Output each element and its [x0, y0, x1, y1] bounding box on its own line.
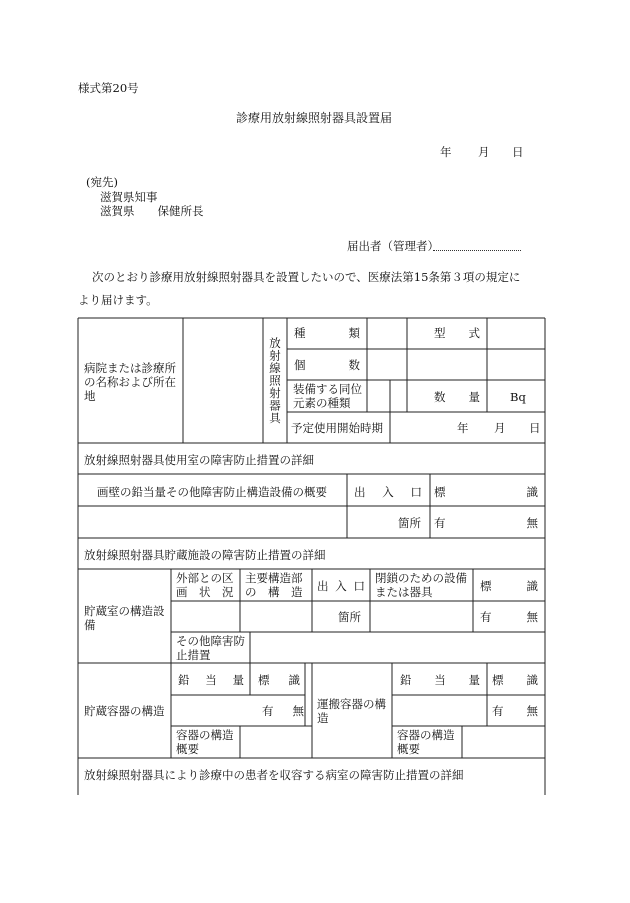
date-month: 月: [478, 145, 490, 159]
section-usage-room: 放射線照射器具使用室の障害防止措置の詳細: [84, 453, 314, 467]
device-vertical-label: 放射線照射器具: [268, 337, 282, 425]
quantity-label: 数 量: [434, 390, 480, 404]
addressee-governor: 滋賀県知事: [100, 190, 158, 204]
presence-label-3: 有 無: [262, 704, 304, 718]
storage-container-label: 貯蔵容器の構造: [84, 704, 165, 718]
section-storage-facility: 放射線照射器具貯蔵施設の障害防止措置の詳細: [84, 548, 326, 562]
unit-bq: Bq: [510, 390, 526, 404]
other-measures-label: その他障害防 止措置: [176, 634, 245, 662]
presence-label-2: 有 無: [480, 610, 538, 624]
lead-equivalent-label-2: 鉛 当 量: [400, 673, 480, 687]
start-day: 日: [529, 421, 541, 435]
start-year: 年: [457, 421, 469, 435]
sign-label-2: 標 識: [480, 579, 538, 593]
document-title: 診療用放射線照射器具設置届: [236, 111, 393, 125]
presence-label: 有 無: [434, 516, 538, 530]
date-year: 年: [440, 145, 452, 159]
storage-room-label: 貯蔵室の構造設備: [84, 604, 165, 632]
count-label: 個 数: [294, 358, 360, 372]
transport-container-label: 運搬容器の構造: [317, 697, 386, 725]
hospital-name-label: 病院または診療所の名称および所在地: [84, 361, 176, 403]
presence-label-4: 有 無: [492, 704, 538, 718]
location-label-2: 箇所: [338, 610, 361, 624]
entrance-label: 出 入 口: [354, 485, 422, 499]
entrance-label-2: 出 入 口: [317, 579, 365, 593]
addressee-label: (宛先): [86, 175, 118, 189]
addressee-health-center: 滋賀県 保健所長: [100, 204, 204, 218]
lead-equivalent-label: 鉛 当 量: [178, 673, 244, 687]
container-structure-label: 容器の構造 概要: [176, 728, 234, 756]
section-patient-room: 放射線照射器具により診療中の患者を収容する病室の障害防止措置の詳細: [84, 768, 464, 782]
form-number: 様式第20号: [78, 81, 139, 95]
kind-label: 種 類: [294, 326, 360, 340]
sign-label-3: 標 識: [258, 673, 300, 687]
intro-line-2: より届けます。: [78, 293, 158, 307]
wall-lead-label: 画壁の鉛当量その他障害防止構造設備の概要: [97, 485, 327, 499]
sign-label: 標 識: [434, 485, 538, 499]
main-structure-label: 主要構造部 の 構 造: [245, 571, 303, 599]
date-day: 日: [512, 145, 524, 159]
start-date-label: 予定使用開始時期: [291, 421, 383, 435]
isotope-label: 装備する同位元素の種類: [293, 382, 362, 410]
submitter-label: 届出者（管理者）: [347, 239, 439, 253]
model-label: 型 式: [434, 326, 480, 340]
closing-device-label: 閉鎖のための設備 または器具: [375, 571, 467, 599]
start-month: 月: [494, 421, 506, 435]
sign-label-4: 標 識: [492, 673, 538, 687]
intro-line-1: 次のとおり診療用放射線照射器具を設置したいので、医療法第15条第３項の規定に: [92, 270, 521, 284]
container-structure-label-2: 容器の構造 概要: [397, 728, 455, 756]
outside-area-label: 外部との区 画 状 況: [176, 571, 234, 599]
location-label: 箇所: [398, 516, 421, 530]
